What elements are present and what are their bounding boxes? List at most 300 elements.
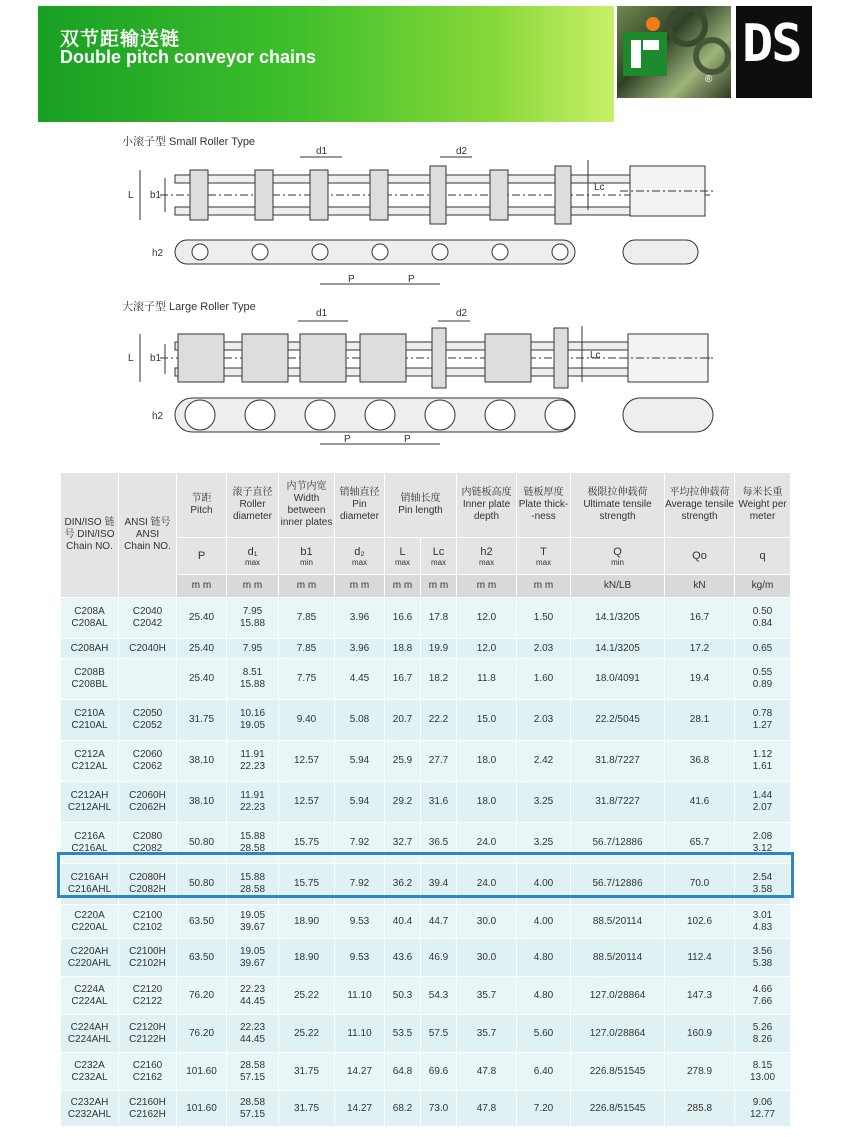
spec-table (60, 472, 791, 1127)
table-cell (421, 864, 457, 905)
cell-line: 73.0 (428, 1102, 449, 1114)
table-cell (735, 1053, 791, 1091)
cell-line: 46.9 (428, 951, 449, 963)
cell-line: 20.7 (392, 714, 413, 725)
cell-line: 36.8 (689, 755, 710, 766)
cell-line: 88.5/20114 (592, 915, 643, 927)
cell-line: 7.95 (242, 606, 263, 617)
header-unit: m m (517, 575, 571, 598)
cell-line: 112.4 (687, 951, 712, 963)
cell-line: C224AHL (67, 1033, 112, 1045)
cell-line: 63.50 (188, 951, 215, 963)
table-cell (335, 864, 385, 905)
cell-line: 7.75 (296, 673, 317, 684)
table-cell (385, 939, 421, 977)
brand-logo (736, 6, 812, 98)
cell-line: 15.75 (293, 837, 320, 848)
header-en: Plate thick- -ness (518, 499, 569, 522)
cell-line: C2122 (132, 995, 163, 1007)
cell-line: 57.5 (428, 1027, 449, 1039)
cell-line: 25.9 (392, 755, 413, 766)
table-cell (571, 782, 665, 823)
cell-line: 2.08 (752, 831, 773, 842)
table-cell (335, 598, 385, 639)
cell-line: 53.5 (392, 1027, 413, 1039)
cell-line: C210AL (71, 720, 108, 731)
table-cell (385, 864, 421, 905)
cell-line: 5.38 (752, 957, 773, 969)
header-symbol-text: d₁ (247, 545, 258, 558)
cell-line: 54.3 (428, 989, 449, 1001)
cell-line: 8.15 (752, 1059, 773, 1071)
cell-line: 19.05 (239, 909, 266, 921)
table-cell (665, 977, 735, 1015)
table-cell (665, 598, 735, 639)
table-cell (385, 1015, 421, 1053)
table-cell (517, 598, 571, 639)
table-cell (571, 598, 665, 639)
cell-line: 0.65 (752, 642, 773, 654)
header-unit: m m (227, 575, 279, 598)
table-cell (517, 905, 571, 939)
header-cn: 平均拉伸载荷 (669, 487, 730, 498)
small-roller-drawing (120, 140, 720, 300)
table-cell (61, 905, 119, 939)
cell-line: 30.0 (476, 951, 497, 963)
cell-line: C2162H (129, 1108, 166, 1120)
cell-line: 24.0 (476, 837, 497, 848)
dim-P-large-1: P (344, 434, 351, 445)
table-cell (457, 864, 517, 905)
table-cell (457, 939, 517, 977)
cell-line: 1.50 (533, 612, 554, 623)
table-cell (457, 782, 517, 823)
table-cell (227, 1091, 279, 1127)
header-en: Chain NO. (124, 541, 171, 552)
table-cell (735, 939, 791, 977)
cell-line: 25.40 (188, 642, 215, 654)
cell-line: 101.60 (186, 1102, 217, 1114)
table-cell (61, 639, 119, 659)
table-cell (335, 1053, 385, 1091)
header-symbol (227, 538, 279, 575)
table-cell (119, 823, 177, 864)
table-cell (385, 741, 421, 782)
chain-photo (617, 6, 731, 98)
header-symbol-text: h2 (480, 545, 493, 558)
cell-line: 36.5 (428, 837, 449, 848)
cell-line: 3.96 (349, 612, 370, 623)
table-cell (517, 823, 571, 864)
cell-line: C212A (74, 749, 105, 760)
cell-line: C220AL (71, 921, 108, 933)
header-symbol-sub: max (351, 557, 368, 567)
cell-line: 15.75 (293, 878, 320, 889)
table-cell (119, 659, 177, 700)
cell-line: 285.8 (687, 1102, 713, 1114)
cell-line: 9.53 (349, 951, 370, 963)
cell-line: C2080 (132, 831, 163, 842)
dim-h2: h2 (152, 248, 164, 259)
cell-line: 102.6 (687, 915, 713, 927)
cell-line: 1.27 (752, 720, 773, 731)
table-cell (227, 864, 279, 905)
table-cell (385, 1053, 421, 1091)
table-cell (571, 905, 665, 939)
cell-line: C2160 (132, 1059, 163, 1071)
cell-line: C208B (74, 667, 105, 678)
cell-line: 11.8 (477, 673, 496, 684)
cell-line: C212AH (70, 790, 109, 801)
table-cell (735, 700, 791, 741)
header-banner (38, 6, 614, 122)
table-cell (421, 1053, 457, 1091)
cell-line: 31.6 (428, 796, 449, 807)
cell-line: 278.9 (687, 1065, 713, 1077)
cell-line: 4.83 (752, 921, 773, 933)
header-cell (571, 473, 665, 538)
table-cell (227, 939, 279, 977)
table-cell (385, 782, 421, 823)
cell-line: 64.8 (392, 1065, 413, 1077)
header-symbol (385, 538, 421, 575)
cell-line: 127.0/28864 (589, 1027, 646, 1039)
cell-line: 31.75 (188, 714, 215, 725)
table-cell (279, 1015, 335, 1053)
cell-line: 22.23 (239, 1021, 266, 1033)
cell-line: 4.00 (533, 878, 554, 889)
cell-line: 11.91 (240, 790, 265, 801)
header-en: Pin length (398, 505, 443, 516)
cell-line: 76.20 (188, 1027, 215, 1039)
dim-Lc: Lc (594, 182, 605, 193)
cell-line: 28.58 (239, 884, 266, 895)
cell-line: 70.0 (689, 878, 710, 889)
cell-line: 14.1/3205 (595, 642, 640, 654)
header-cn: 内链板高度 (461, 487, 512, 498)
table-cell (177, 1053, 227, 1091)
header-symbol (517, 538, 571, 575)
table-cell (421, 782, 457, 823)
table-cell (517, 659, 571, 700)
dim-d2-large: d2 (456, 308, 468, 319)
table-cell (735, 905, 791, 939)
table-cell (735, 598, 791, 639)
cell-line: 50.80 (188, 878, 215, 889)
cell-line: 14.1/3205 (595, 612, 640, 623)
table-cell (517, 939, 571, 977)
cell-line: 18.2 (428, 673, 449, 684)
table-cell (227, 700, 279, 741)
cell-line: 36.2 (392, 878, 413, 889)
table-cell (735, 823, 791, 864)
table-cell (61, 939, 119, 977)
cell-line: 14.27 (346, 1065, 373, 1077)
table-cell (735, 1015, 791, 1053)
table-cell (279, 700, 335, 741)
table-cell (385, 700, 421, 741)
cell-line: C216AHL (67, 884, 112, 895)
table-cell (61, 823, 119, 864)
cell-line: 31.75 (293, 1065, 320, 1077)
cell-line: 12.77 (750, 1108, 776, 1120)
dim-P-1: P (348, 274, 355, 285)
table-cell (385, 905, 421, 939)
table-cell (517, 741, 571, 782)
cell-line: 1.61 (752, 761, 773, 772)
cell-line: C2082 (132, 843, 163, 854)
table-cell (279, 659, 335, 700)
table-cell (571, 1091, 665, 1127)
cell-line: 44.7 (428, 915, 449, 927)
table-cell (457, 823, 517, 864)
table-cell (119, 977, 177, 1015)
cell-line: 19.05 (239, 945, 266, 957)
cell-line: 0.84 (752, 618, 773, 629)
header-symbol (571, 538, 665, 575)
header-cell (177, 473, 227, 538)
cell-line: C2062H (129, 802, 166, 813)
table-cell (457, 1091, 517, 1127)
table-cell (735, 639, 791, 659)
header-symbol (457, 538, 517, 575)
table-cell (571, 639, 665, 659)
cell-line: 28.58 (239, 1059, 266, 1071)
header-symbol (177, 538, 227, 575)
table-cell (61, 864, 119, 905)
table-cell (279, 939, 335, 977)
cell-line: 19.05 (239, 720, 266, 731)
cell-line: 8.51 (242, 667, 263, 678)
cell-line: 22.2/5045 (595, 714, 640, 725)
table-cell (177, 741, 227, 782)
header-cell (227, 473, 279, 538)
cell-line: 24.0 (476, 878, 497, 889)
header-symbol-text: q (759, 550, 766, 562)
table-row (61, 782, 791, 823)
cell-line: 14.27 (346, 1102, 373, 1114)
header-symbol (335, 538, 385, 575)
cell-line: 56.7/12886 (592, 837, 643, 848)
cell-line: 25.22 (293, 989, 320, 1001)
table-cell (227, 782, 279, 823)
cell-line: 6.40 (533, 1065, 554, 1077)
table-cell (457, 639, 517, 659)
cell-line: 3.56 (752, 945, 773, 957)
cell-line: 0.50 (752, 606, 773, 617)
table-cell (517, 700, 571, 741)
table-cell (665, 939, 735, 977)
header-en: Pin diameter (340, 499, 379, 522)
cell-line: C2052 (132, 720, 163, 731)
cell-line: 47.8 (476, 1102, 497, 1114)
table-cell (517, 977, 571, 1015)
cell-line: C2050 (132, 708, 163, 719)
table-cell (457, 659, 517, 700)
dim-Lc-large: Lc (590, 350, 601, 361)
table-cell (571, 700, 665, 741)
cell-line: 11.10 (347, 1027, 372, 1039)
header-cn: 链板厚度 (523, 487, 564, 498)
table-cell (665, 659, 735, 700)
cell-line: 38.10 (188, 796, 215, 807)
header-cell (385, 473, 457, 538)
cell-line: 7.66 (752, 995, 773, 1007)
cell-line: 226.8/51545 (589, 1065, 646, 1077)
table-cell (227, 823, 279, 864)
table-row (61, 1015, 791, 1053)
header-en: Width between inner plates (280, 493, 333, 528)
cell-line: 35.7 (476, 1027, 497, 1039)
cell-line: 16.6 (392, 612, 413, 623)
cell-line: 15.88 (239, 618, 266, 629)
header-unit: m m (457, 575, 517, 598)
cell-line: C208AL (71, 618, 108, 629)
table-cell (279, 864, 335, 905)
cell-line: 41.6 (689, 796, 710, 807)
cell-line: C2100H (129, 945, 166, 957)
table-cell (665, 864, 735, 905)
header-symbol-text: T (540, 545, 547, 558)
table-cell (177, 598, 227, 639)
cell-line: 16.7 (392, 673, 413, 684)
cell-line: C2102 (132, 921, 163, 933)
cell-line: 12.0 (476, 612, 497, 623)
cell-line: 32.7 (392, 837, 413, 848)
table-cell (571, 1053, 665, 1091)
header-symbol-sub: min (611, 557, 624, 567)
table-cell (119, 700, 177, 741)
cell-line: 7.95 (242, 642, 263, 654)
cell-line: 22.2 (428, 714, 449, 725)
cell-line: 7.85 (296, 612, 317, 623)
cell-line: 18.0 (476, 755, 497, 766)
table-cell (517, 782, 571, 823)
table-cell (571, 741, 665, 782)
table-cell (517, 1015, 571, 1053)
cell-line: 0.55 (752, 667, 773, 678)
cell-line: 13.00 (750, 1071, 776, 1083)
table-cell (177, 659, 227, 700)
table-cell (177, 1015, 227, 1053)
table-cell (119, 864, 177, 905)
cell-line: C216AH (70, 872, 109, 883)
table-cell (335, 977, 385, 1015)
table-cell (517, 864, 571, 905)
table-cell (457, 700, 517, 741)
header-unit: m m (279, 575, 335, 598)
cell-line: 18.0 (476, 796, 497, 807)
table-cell (385, 639, 421, 659)
table-cell (279, 741, 335, 782)
cell-line: 31.75 (293, 1102, 320, 1114)
table-cell (61, 700, 119, 741)
table-cell (177, 782, 227, 823)
cell-line: 1.44 (752, 790, 773, 801)
cell-line: 65.7 (689, 837, 710, 848)
cell-line: 47.8 (476, 1065, 497, 1077)
cell-line: C2102H (129, 957, 166, 969)
cell-line: 5.08 (349, 714, 370, 725)
table-row (61, 639, 791, 659)
header-en: Roller diameter (233, 499, 272, 522)
header-cell (61, 473, 119, 598)
table-cell (421, 1015, 457, 1053)
cell-line: 31.8/7227 (595, 755, 640, 766)
header-cn: 滚子直径 (232, 487, 273, 498)
cell-line: 39.67 (239, 921, 266, 933)
header-en: Inner plate depth (462, 499, 511, 522)
header-en: Pitch (190, 505, 213, 516)
header-cn: 每米长重 (742, 487, 783, 498)
cell-line: C220A (74, 909, 105, 921)
cell-line: 0.78 (752, 708, 773, 719)
header-cn: 销轴长度 (400, 493, 441, 504)
cell-line: 9.53 (349, 915, 370, 927)
cell-line: 57.15 (239, 1071, 266, 1083)
header-cell (665, 473, 735, 538)
table-cell (735, 741, 791, 782)
header-unit: kN/LB (571, 575, 665, 598)
dim-L-large: L (128, 353, 134, 364)
table-cell (335, 939, 385, 977)
table-cell (279, 782, 335, 823)
cell-line: 3.25 (533, 837, 554, 848)
table-cell (571, 977, 665, 1015)
cell-line: C2120 (132, 983, 163, 995)
table-cell (457, 1015, 517, 1053)
table-cell (119, 598, 177, 639)
cell-line: 147.3 (687, 989, 713, 1001)
header-en: Average tensile strength (665, 499, 734, 522)
cell-line: 38.10 (188, 755, 215, 766)
table-cell (335, 823, 385, 864)
header-cell (119, 473, 177, 598)
header-cell (335, 473, 385, 538)
cell-line: C208AH (70, 642, 109, 654)
header-unit: m m (177, 575, 227, 598)
cell-line: 4.80 (533, 989, 554, 1001)
cell-line: 7.20 (533, 1102, 554, 1114)
header-symbol-text: d₂ (354, 545, 365, 558)
cell-line: C2040H (129, 642, 166, 654)
cell-line: 28.58 (239, 843, 266, 854)
cell-line: 19.9 (428, 642, 449, 654)
cell-line: C2040 (132, 606, 163, 617)
table-cell (177, 639, 227, 659)
table-cell (335, 905, 385, 939)
table-cell (421, 639, 457, 659)
cell-line: 56.7/12886 (592, 878, 643, 889)
header-cell (279, 473, 335, 538)
cell-line: 2.07 (752, 802, 773, 813)
header-en: Chain NO. (66, 541, 113, 552)
cell-line: 69.6 (428, 1065, 449, 1077)
title-en: Double pitch conveyor chains (60, 47, 317, 67)
cell-line: 12.0 (476, 642, 497, 654)
chain-photo-graphic (617, 6, 731, 98)
table-cell (335, 741, 385, 782)
cell-line: 28.1 (689, 714, 710, 725)
dim-d2: d2 (456, 146, 468, 157)
header-symbol (421, 538, 457, 575)
cell-line: 1.12 (752, 749, 773, 760)
table-cell (61, 598, 119, 639)
header-symbol-sub: max (244, 557, 261, 567)
header-symbol-text: Lc (432, 545, 445, 558)
table-cell (61, 782, 119, 823)
table-cell (517, 1053, 571, 1091)
